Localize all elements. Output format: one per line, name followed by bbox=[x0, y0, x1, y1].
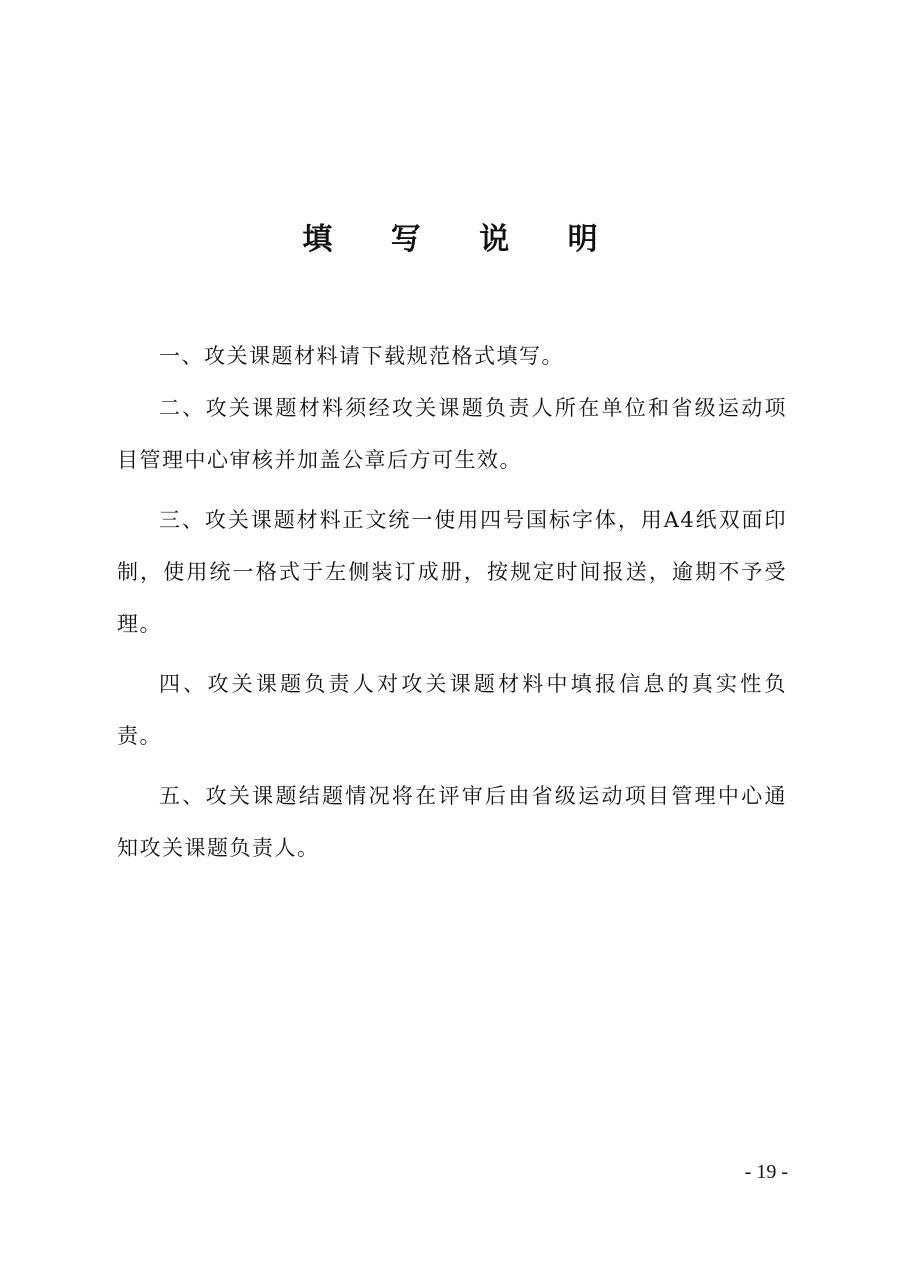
instruction-item-5: 五、攻关课题结题情况将在评审后由省级运动项目管理中心通知攻关课题负责人。 bbox=[117, 784, 787, 860]
page-number: - 19 - bbox=[744, 1161, 788, 1183]
instruction-item-1: 一、攻关课题材料请下载规范格式填写。 bbox=[159, 344, 564, 368]
instruction-item-4: 四、攻关课题负责人对攻关课题材料中填报信息的真实性负责。 bbox=[117, 672, 787, 748]
instruction-item-3: 三、攻关课题材料正文统一使用四号国标字体，用A4纸双面印制，使用统一格式于左侧装订成册，按规定时间报送，逾期不予受理。 bbox=[117, 508, 787, 636]
instructions-body bbox=[117, 330, 787, 874]
instruction-item-2: 二、攻关课题材料须经攻关课题负责人所在单位和省级运动项目管理中心审核并加盖公章后方可生效。 bbox=[117, 396, 787, 472]
page-title: 填 写 说 明 bbox=[302, 222, 622, 257]
